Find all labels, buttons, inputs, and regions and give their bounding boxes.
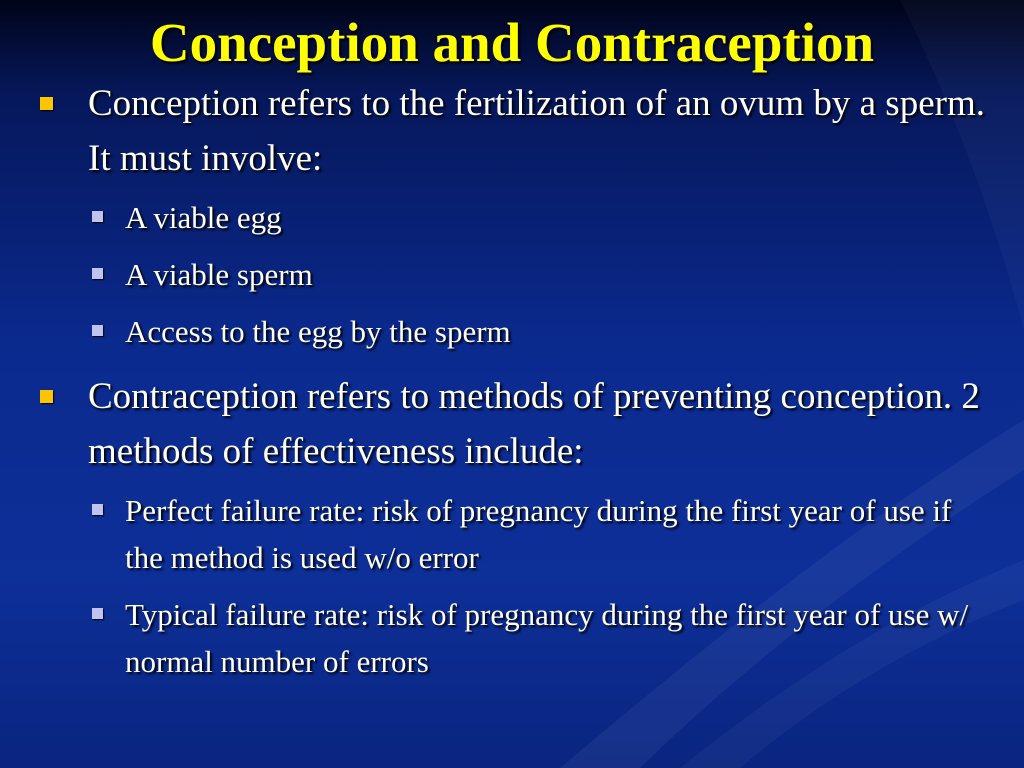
square-bullet-icon — [92, 504, 103, 515]
square-bullet-icon — [92, 268, 103, 279]
bullet-text: Contraception refers to methods of preventing conception. 2 methods of effectiveness include: — [88, 376, 980, 472]
sub-bullet-viable-sperm — [36, 251, 996, 298]
square-bullet-icon — [92, 211, 103, 222]
sub-bullet-text: A viable sperm — [125, 257, 313, 292]
sub-bullet-text: Perfect failure rate: risk of pregnancy during the first year of use if the method is used w/o error — [125, 493, 952, 575]
sub-bullet-typical-failure-rate — [36, 591, 996, 685]
square-bullet-icon — [40, 390, 53, 403]
square-bullet-icon — [92, 608, 103, 619]
sub-bullet-viable-egg — [36, 194, 996, 241]
sub-bullet-text: Typical failure rate: risk of pregnancy during the first year of use w/ normal number of errors — [125, 597, 969, 679]
square-bullet-icon — [92, 325, 103, 336]
sub-bullet-text: A viable egg — [125, 200, 282, 235]
bullet-text: Conception refers to the fertilization of an ovum by a sperm. It must involve: — [88, 83, 985, 179]
sub-bullet-text: Access to the egg by the sperm — [125, 314, 511, 349]
square-bullet-icon — [40, 97, 53, 110]
slide-title: Conception and Contraception — [149, 12, 875, 73]
bullet-conception — [36, 76, 996, 186]
sub-bullet-perfect-failure-rate — [36, 487, 996, 581]
bullet-contraception — [36, 369, 996, 479]
sub-bullet-access — [36, 308, 996, 355]
slide-body — [36, 76, 996, 685]
